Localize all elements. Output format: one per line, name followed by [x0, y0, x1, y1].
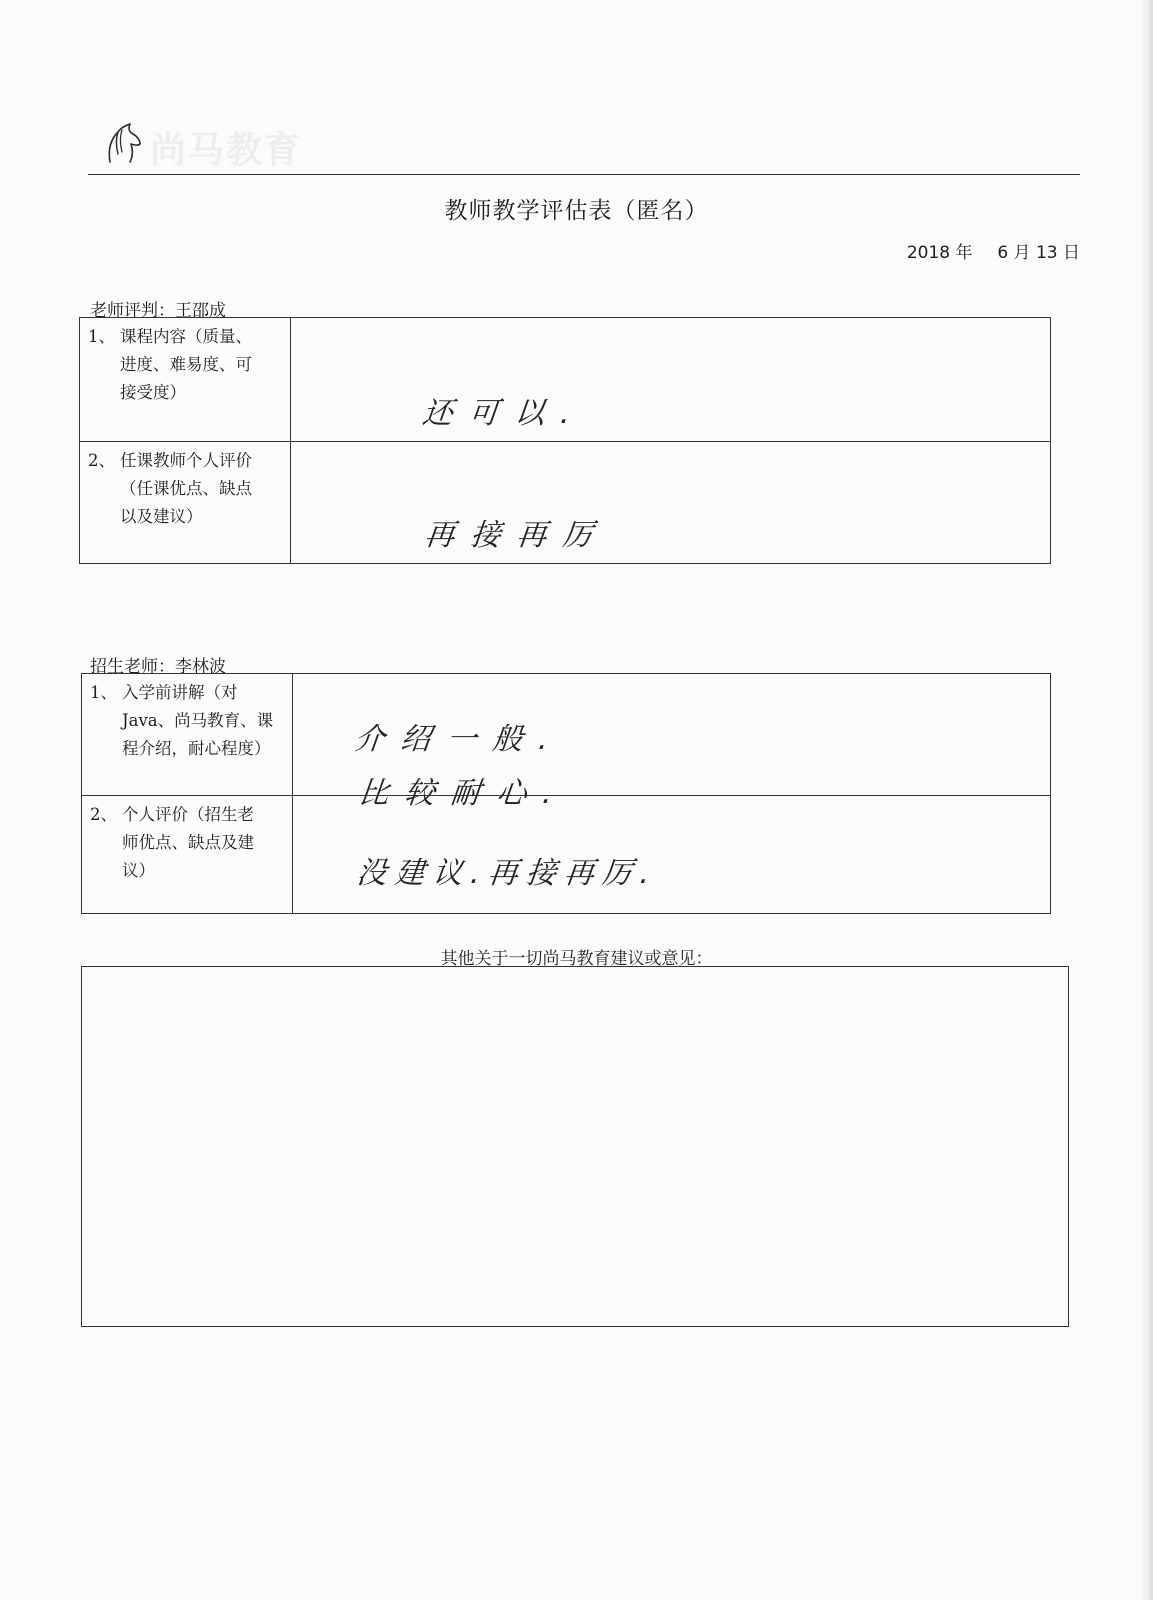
question-number: 2、: [90, 805, 117, 824]
question-text-line: （任课优点、缺点: [120, 479, 252, 498]
answer-cell: [293, 796, 1051, 914]
table-row: [82, 796, 1051, 914]
other-suggestions-box: [81, 966, 1069, 1327]
question-text-line: Java、尚马教育、课: [122, 711, 274, 730]
date-day: 13: [1035, 243, 1058, 263]
question-cell: [82, 674, 293, 796]
handwritten-answer-line: 比较耐心.: [356, 776, 571, 811]
question-number: 1、: [88, 327, 115, 346]
question-text-line: 任课教师个人评价: [120, 451, 252, 470]
handwritten-answer: 再接再厉: [422, 518, 611, 553]
handwritten-answer-line: 介绍一般.: [352, 722, 567, 757]
question-cell: [80, 442, 291, 564]
teacher-evaluation-table: [79, 317, 1051, 564]
teacher-section-label: 老师评判：王邵成: [90, 301, 226, 321]
admission-section-label: 招生老师：李林波: [90, 657, 226, 677]
question-cell: [82, 796, 293, 914]
logo-watermark-text: 尚马教育: [150, 130, 303, 171]
answer-cell: [291, 442, 1051, 564]
horse-head-icon: [100, 120, 148, 168]
admission-evaluation-table: [81, 673, 1051, 914]
header-rule: [88, 174, 1080, 175]
date-day-unit: 日: [1063, 243, 1080, 263]
table-row: [82, 674, 1051, 796]
table-row: [80, 442, 1051, 564]
question-cell: [80, 318, 291, 442]
other-suggestions-label: 其他关于一切尚马教育建议或意见：: [440, 949, 713, 969]
date-month: 6: [997, 243, 1009, 263]
question-number: 1、: [90, 683, 117, 702]
handwritten-answer: 还可以.: [420, 396, 589, 431]
handwritten-answer: 没建议.再接再厉.: [354, 856, 660, 891]
date-year: 2018: [906, 243, 951, 263]
question-text-line: 个人评价（招生老: [122, 805, 254, 824]
question-text-line: 以及建议）: [120, 507, 203, 526]
answer-cell: [291, 318, 1051, 442]
table-row: [80, 318, 1051, 442]
scan-edge-shadow: [1139, 0, 1153, 1600]
form-date: [907, 238, 1080, 263]
question-text-line: 入学前讲解（对: [122, 683, 238, 702]
date-month-unit: 月: [1013, 243, 1031, 263]
question-text-line: 议）: [122, 861, 155, 880]
question-text-line: 课程内容（质量、: [120, 327, 252, 346]
question-text-line: 接受度）: [120, 383, 186, 402]
question-text-line: 进度、难易度、可: [120, 355, 252, 374]
logo: [100, 118, 380, 178]
question-number: 2、: [88, 451, 115, 470]
answer-cell: [293, 674, 1051, 811]
date-year-unit: 年: [955, 243, 973, 263]
question-text-line: 程介绍，耐心程度）: [122, 739, 271, 758]
page-title: 教师教学评估表（匿名）: [444, 198, 709, 224]
question-text-line: 师优点、缺点及建: [122, 833, 254, 852]
